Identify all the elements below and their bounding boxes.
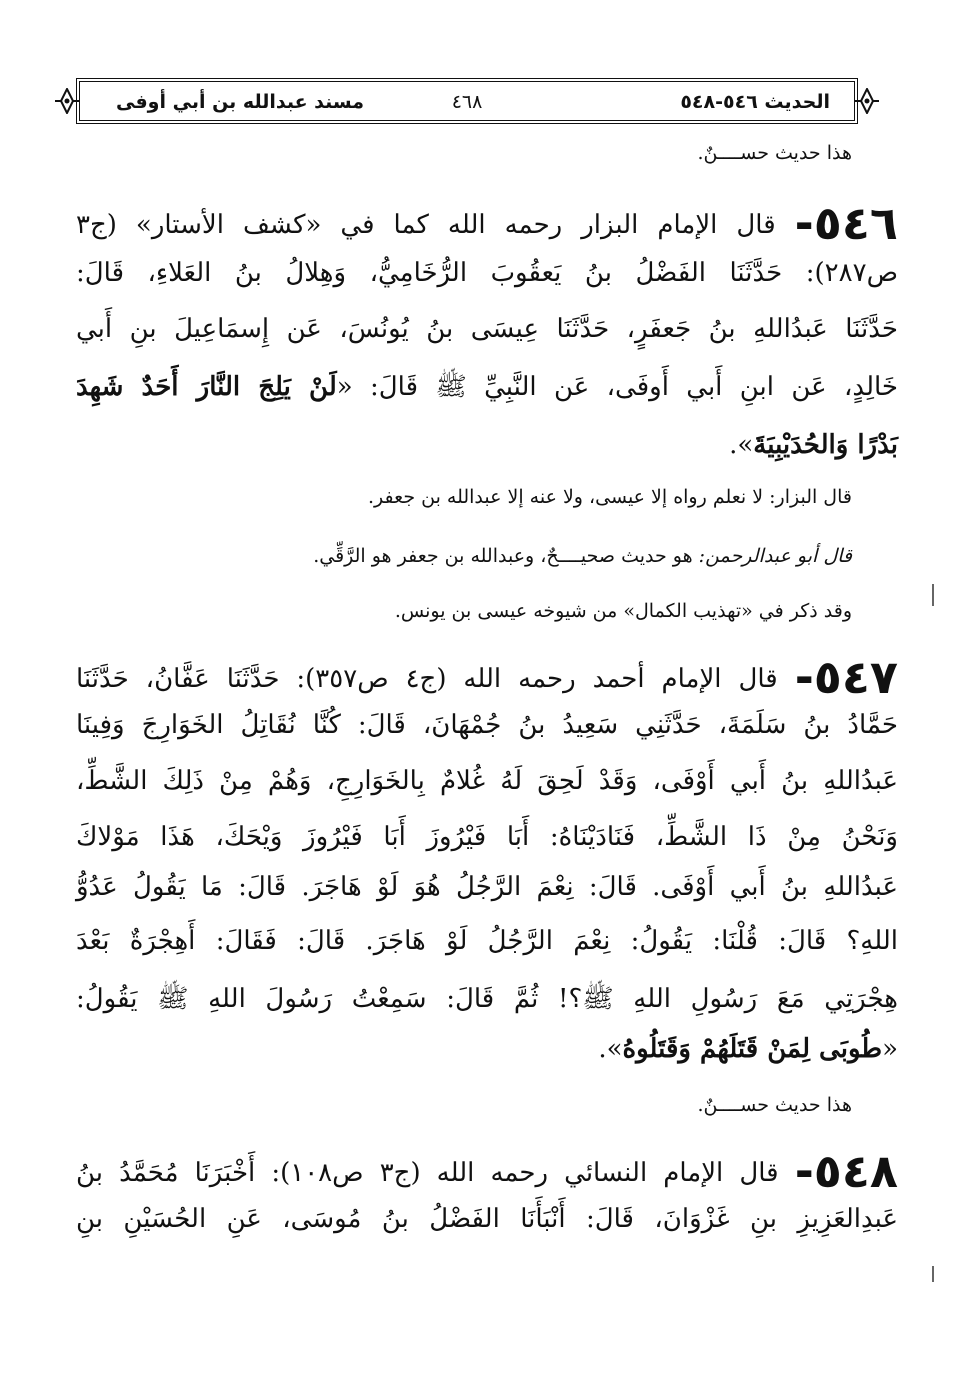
hadith-548-intro: قال الإمام النسائي رحمه الله (ج٣ ص١٠٨): أَخْبَرَنَا مُحَمَّدُ بنُ xyxy=(76,1158,779,1188)
previous-hadith-grade: هذا حديث حســــنٌ. xyxy=(697,142,852,164)
author-grading-note xyxy=(76,545,852,567)
hadith-547-matn-close: ». xyxy=(598,1034,623,1064)
hadith-546-matn-part-2: بَدْرًا وَالحُدَيْبِيَةَ xyxy=(753,430,898,460)
hadith-548-line-1 xyxy=(76,1144,898,1198)
hadith-548-line-2: عَبدِالعَزِيزِ بنِ غَزْوَانَ، قَالَ: أَنْبَأَنَا الفَضْلُ بنُ مُوسَى، عَنِ الحُسَيْنِ بنِ xyxy=(76,1204,898,1234)
hadith-547-line-5: عَبدُاللهِ بنُ أَبي أَوْفَى. قَالَ: نِعْمَ الرَّجُلُ هُوَ لَوْ هَاجَرَ. قَالَ: مَا يَقُولُ عَدُوُّ xyxy=(76,872,898,902)
hadith-547-line-3: عَبدُاللهِ بنُ أَبي أَوْفَى، وَقَدْ لَحِقَ لَهُ غُلامٌ بِالخَوَارِجِ، وَهُمْ مِنْ ذَلِكَ الشَّطِّ، xyxy=(76,766,898,796)
hadith-number-547: ٥٤٧- xyxy=(794,650,899,704)
hadith-546-line-4-text: خَالِدٍ، عَن ابنِ أَبي أَوفَى، عَن النَّبِيِّ ﷺ قَالَ: « xyxy=(336,372,898,402)
author-grading-text: هو حديث صحيــــحٌ، وعبدالله بن جعفر هو الرَّقِّي. xyxy=(313,545,693,567)
hadith-number-548: ٥٤٨- xyxy=(794,1144,899,1198)
hadith-range: الحديث ٥٤٦-٥٤٨ xyxy=(680,91,830,113)
hadith-547-matn: طُوبَى لِمَنْ قَتَلَهُمْ وَقَتَلُوهُ xyxy=(622,1034,883,1064)
hadith-546-line-2: ص٢٨٧): حَدَّثَنَا الفَضْلُ بنُ يَعقُوبَ الرُّخَامِيُّ، وَهِلالُ بنُ العَلاءِ، قَالَ: xyxy=(76,258,898,288)
hadith-547-line-6: اللهِ؟ قَالَ: قُلْنَا: يَقُولُ: نِعْمَ الرَّجُلُ لَوْ هَاجَرَ. قَالَ: فَقَالَ: أَهِجْرَةٌ بَعْدَ xyxy=(76,926,898,956)
hadith-547-line-2: حَمَّادُ بنُ سَلَمَةَ، حَدَّثَنِي سَعِيدُ بنُ جُمْهَانَ، قَالَ: كُنَّا نُقَاتِلُ الخَوَارِجَ وَفِينَا xyxy=(76,710,898,740)
hadith-number-546: ٥٤٦- xyxy=(794,196,898,250)
hadith-547-line-7: هِجْرَتِي مَعَ رَسُولِ اللهِ ﷺ؟! ثُمَّ قَالَ: سَمِعْتُ رَسُولَ اللهِ ﷺ يَقُولُ: xyxy=(76,984,898,1014)
page-number: ٤٦٨ xyxy=(451,91,483,113)
book-title: مسند عبدالله بن أبي أوفى xyxy=(116,91,365,113)
hadith-546-matn-close: ». xyxy=(729,430,754,460)
hadith-546-matn-part-1: لَنْ يَلِجَ النَّارَ أَحَدٌ شَهِدَ xyxy=(76,372,337,402)
hadith-546-line-5 xyxy=(76,430,898,460)
hadith-547-grade: هذا حديث حســــنٌ. xyxy=(697,1094,852,1116)
scan-margin-mark xyxy=(932,584,934,606)
scan-margin-mark-lower xyxy=(932,1266,934,1282)
hadith-547-matn-open: « xyxy=(882,1034,898,1064)
bazzar-note: قال البزار: لا نعلم رواه إلا عيسى، ولا عنه إلا عبدالله بن جعفر. xyxy=(368,486,852,508)
hadith-547-line-1 xyxy=(76,650,898,704)
hadith-546-line-4 xyxy=(76,370,898,408)
hadith-546-line-1 xyxy=(76,196,898,250)
hadith-546-line-3: حَدَّثَنَا عَبدُاللهِ بنُ جَعفَرٍ، حَدَّثَنَا عِيسَى بنُ يُونُسَ، عَن إِسمَاعِيلَ بنِ أَبي xyxy=(76,314,898,344)
author-stamp: قال أبو عبدالرحمن: xyxy=(698,545,852,567)
hadith-547-intro: قال الإمام أحمد رحمه الله (ج٤ ص٣٥٧): حَدَّثَنَا عَفَّانُ، حَدَّثَنَا xyxy=(76,664,778,694)
hadith-547-line-8 xyxy=(76,1034,898,1064)
hadith-547-line-4: وَنَحْنُ مِنْ ذَا الشَّطِّ، فَنَادَيْنَاهُ: أَبَا فَيْرُوزَ أَبَا فَيْرُوزَ وَيْحَكَ، هَذَا مَوْلاكَ xyxy=(76,822,898,852)
ornament-right-icon xyxy=(854,88,880,114)
tahdhib-note: وقد ذكر في «تهذيب الكمال» من شيوخه عيسى بن يونس. xyxy=(394,600,852,622)
running-header xyxy=(54,76,880,126)
header-box xyxy=(76,78,858,124)
hadith-546-intro: قال الإمام البزار رحمه الله كما في «كشف الأستار» (ج٣ xyxy=(76,210,776,240)
